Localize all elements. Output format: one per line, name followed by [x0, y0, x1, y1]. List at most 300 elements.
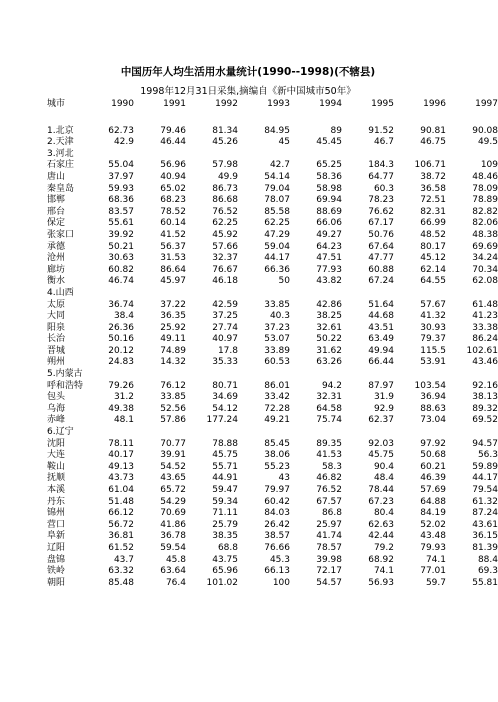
value-cell: 69.69 [472, 241, 498, 252]
value-cell: 20.12 [108, 345, 134, 356]
value-cell: 68.36 [108, 195, 134, 206]
value-cell: 53.07 [264, 334, 290, 345]
value-cell: 60.88 [368, 264, 394, 275]
value-cell: 70.69 [160, 508, 186, 519]
value-cell: 85.58 [264, 206, 290, 217]
value-cell: 84.03 [264, 508, 290, 519]
value-cell: 59.34 [212, 496, 238, 507]
value-cell: 73.04 [420, 415, 446, 426]
value-cell: 78.23 [368, 195, 394, 206]
value-cell: 78.89 [472, 195, 498, 206]
value-cell: 58.36 [316, 171, 342, 182]
value-cell: 37.23 [264, 322, 290, 333]
value-cell: 109 [480, 160, 498, 171]
value-cell: 46.18 [212, 276, 238, 287]
value-cell: 92.9 [373, 403, 394, 414]
value-cell: 74.1 [425, 554, 446, 565]
section-title: 3.河北 [47, 148, 74, 159]
city-name-cell: 承德 [47, 241, 66, 252]
column-header-year: 1991 [163, 99, 186, 109]
value-cell: 79.2 [373, 542, 394, 553]
value-cell: 27.74 [212, 322, 238, 333]
value-cell: 54.57 [316, 577, 342, 588]
value-cell: 36.81 [108, 531, 134, 542]
value-cell: 45.75 [368, 450, 394, 461]
value-cell: 33.89 [264, 345, 290, 356]
city-name-cell: 长治 [47, 334, 66, 345]
value-cell: 44.17 [472, 473, 498, 484]
value-cell: 69.52 [472, 415, 498, 426]
value-cell: 63.32 [108, 566, 134, 577]
value-cell: 79.04 [264, 183, 290, 194]
city-name-cell: 盘锦 [47, 554, 66, 565]
value-cell: 63.26 [316, 357, 342, 368]
value-cell: 41.52 [160, 229, 186, 240]
value-cell: 39.91 [160, 450, 186, 461]
value-cell: 42.9 [113, 137, 134, 148]
value-cell: 38.06 [264, 450, 290, 461]
value-cell: 115.5 [420, 345, 446, 356]
city-name-cell: 鞍山 [47, 461, 66, 472]
value-cell: 43.46 [472, 357, 498, 368]
value-cell: 59.89 [472, 461, 498, 472]
value-cell: 67.64 [368, 241, 394, 252]
city-name-cell: 廊坊 [47, 264, 66, 275]
value-cell: 33.85 [264, 299, 290, 310]
value-cell: 97.92 [420, 438, 446, 449]
value-cell: 36.74 [108, 299, 134, 310]
value-cell: 56.72 [108, 519, 134, 530]
value-cell: 65.72 [160, 485, 186, 495]
value-cell: 61.04 [108, 485, 134, 495]
value-cell: 69.3 [477, 566, 498, 577]
city-name-cell: 赤峰 [47, 415, 66, 426]
value-cell: 36.58 [420, 183, 446, 194]
value-cell: 74.89 [160, 345, 186, 356]
city-name-cell: 朔州 [47, 357, 66, 368]
value-cell: 25.92 [160, 322, 186, 333]
value-cell: 33.42 [264, 392, 290, 403]
value-cell: 71.11 [212, 508, 238, 519]
value-cell: 76.4 [165, 577, 186, 588]
value-cell: 30.93 [420, 322, 446, 333]
value-cell: 40.97 [212, 334, 238, 345]
value-cell: 66.44 [368, 357, 394, 368]
value-cell: 46.44 [160, 137, 186, 148]
value-cell: 58.98 [316, 183, 342, 194]
value-cell: 36.94 [420, 392, 446, 403]
value-cell: 25.79 [212, 519, 238, 530]
value-cell: 86.73 [212, 183, 238, 194]
city-name-cell: 衡水 [47, 276, 66, 287]
value-cell: 39.98 [316, 554, 342, 565]
value-cell: 42.86 [316, 299, 342, 310]
value-cell: 43.75 [212, 554, 238, 565]
city-name-cell: 太原 [47, 299, 66, 310]
city-name-cell: 阜新 [47, 531, 66, 542]
value-cell: 59.47 [212, 485, 238, 495]
city-name-cell: 沈阳 [47, 438, 66, 449]
value-cell: 65.96 [212, 566, 238, 577]
value-cell: 43.7 [113, 554, 134, 565]
value-cell: 79.26 [108, 380, 134, 391]
value-cell: 49.11 [160, 334, 186, 345]
value-cell: 46.74 [108, 276, 134, 287]
value-cell: 76.67 [212, 264, 238, 275]
value-cell: 89.32 [472, 403, 498, 414]
value-cell: 31.9 [373, 392, 394, 403]
value-cell: 60.21 [420, 461, 446, 472]
value-cell: 68.23 [160, 195, 186, 206]
value-cell: 33.38 [472, 322, 498, 333]
value-cell: 48.38 [472, 229, 498, 240]
value-cell: 61.52 [108, 542, 134, 553]
value-cell: 17.8 [217, 345, 238, 356]
value-cell: 84.19 [420, 508, 446, 519]
value-cell: 82.06 [472, 218, 498, 229]
value-cell: 54.52 [160, 461, 186, 472]
value-cell: 77.93 [316, 264, 342, 275]
value-cell: 57.69 [420, 485, 446, 495]
value-cell: 42.59 [212, 299, 238, 310]
value-cell: 66.99 [420, 218, 446, 229]
value-cell: 48.46 [472, 171, 498, 182]
value-cell: 79.93 [420, 542, 446, 553]
value-cell: 79.97 [264, 485, 290, 495]
column-header-year: 1994 [319, 99, 342, 109]
value-cell: 38.13 [472, 392, 498, 403]
value-cell: 45.12 [420, 253, 446, 264]
value-cell: 89.35 [316, 438, 342, 449]
column-header-year: 1993 [267, 99, 290, 109]
value-cell: 60.42 [264, 496, 290, 507]
value-cell: 51.64 [368, 299, 394, 310]
value-cell: 47.51 [316, 253, 342, 264]
value-cell: 50.21 [108, 241, 134, 252]
value-cell: 87.24 [472, 508, 498, 519]
value-cell: 86.8 [321, 508, 342, 519]
city-name-cell: 秦皇岛 [47, 183, 75, 194]
value-cell: 45.26 [212, 137, 238, 148]
value-cell: 78.07 [264, 195, 290, 206]
value-cell: 66.36 [264, 264, 290, 275]
value-cell: 44.91 [212, 473, 238, 484]
value-cell: 40.3 [269, 311, 290, 322]
value-cell: 47.77 [368, 253, 394, 264]
value-cell: 48.52 [420, 229, 446, 240]
value-cell: 57.66 [212, 241, 238, 252]
value-cell: 49.38 [108, 403, 134, 414]
value-cell: 70.34 [472, 264, 498, 275]
value-cell: 86.24 [472, 334, 498, 345]
value-cell: 64.23 [316, 241, 342, 252]
section-title: 6.辽宁 [47, 427, 74, 438]
value-cell: 41.86 [160, 519, 186, 530]
value-cell: 25.97 [316, 519, 342, 530]
value-cell: 26.42 [264, 519, 290, 530]
city-name-cell: 大同 [47, 311, 66, 322]
value-cell: 87.97 [368, 380, 394, 391]
value-cell: 79.46 [160, 125, 186, 136]
city-name-cell: 张家口 [47, 229, 75, 240]
value-cell: 72.28 [264, 403, 290, 414]
column-header-year: 1995 [371, 99, 394, 109]
column-header-year: 1996 [423, 99, 446, 109]
value-cell: 45.75 [212, 450, 238, 461]
value-cell: 80.71 [212, 380, 238, 391]
document-title: 中国历年人均生活用水量统计(1990--1998)(不辖县) [120, 66, 376, 78]
value-cell: 58.3 [321, 461, 342, 472]
value-cell: 52.02 [420, 519, 446, 530]
value-cell: 62.08 [472, 276, 498, 287]
value-cell: 67.24 [368, 276, 394, 287]
value-cell: 66.12 [108, 508, 134, 519]
value-cell: 78.52 [160, 206, 186, 217]
value-cell: 66.06 [316, 218, 342, 229]
value-cell: 85.45 [264, 438, 290, 449]
value-cell: 72.51 [420, 195, 446, 206]
value-cell: 38.35 [212, 531, 238, 542]
value-cell: 45.97 [160, 276, 186, 287]
city-name-cell: 本溪 [47, 485, 66, 495]
value-cell: 72.17 [316, 566, 342, 577]
column-header-year: 1990 [111, 99, 134, 109]
value-cell: 75.74 [316, 415, 342, 426]
value-cell: 44.17 [264, 253, 290, 264]
value-cell: 45.8 [165, 554, 186, 565]
value-cell: 76.52 [212, 206, 238, 217]
city-name-cell: 辽阳 [47, 542, 66, 553]
value-cell: 76.12 [160, 380, 186, 391]
value-cell: 48.1 [113, 415, 134, 426]
city-name-cell: 唐山 [47, 171, 66, 182]
value-cell: 69.94 [316, 195, 342, 206]
value-cell: 41.32 [420, 311, 446, 322]
value-cell: 46.82 [316, 473, 342, 484]
value-cell: 177.24 [206, 415, 238, 426]
value-cell: 56.3 [477, 450, 498, 461]
value-cell: 52.56 [160, 403, 186, 414]
value-cell: 56.96 [160, 160, 186, 171]
value-cell: 78.57 [316, 542, 342, 553]
value-cell: 92.16 [472, 380, 498, 391]
value-cell: 63.49 [368, 334, 394, 345]
value-cell: 65.25 [316, 160, 342, 171]
value-cell: 45.3 [269, 554, 290, 565]
value-cell: 49.5 [477, 137, 498, 148]
value-cell: 45.45 [316, 137, 342, 148]
city-name-cell: 晋城 [47, 345, 66, 356]
value-cell: 65.02 [160, 183, 186, 194]
value-cell: 36.15 [472, 531, 498, 542]
value-cell: 49.9 [217, 171, 238, 182]
city-name-cell: 丹东 [47, 496, 66, 507]
value-cell: 46.75 [420, 137, 446, 148]
value-cell: 77.01 [420, 566, 446, 577]
value-cell: 44.68 [368, 311, 394, 322]
city-name-cell: 朝阳 [47, 577, 66, 588]
value-cell: 31.53 [160, 253, 186, 264]
value-cell: 43 [278, 473, 290, 484]
city-name-cell: 沧州 [47, 253, 66, 264]
value-cell: 64.88 [420, 496, 446, 507]
value-cell: 103.54 [414, 380, 446, 391]
value-cell: 94.2 [321, 380, 342, 391]
value-cell: 86.01 [264, 380, 290, 391]
value-cell: 62.63 [368, 519, 394, 530]
value-cell: 38.72 [420, 171, 446, 182]
value-cell: 35.33 [212, 357, 238, 368]
value-cell: 55.23 [264, 461, 290, 472]
value-cell: 78.88 [212, 438, 238, 449]
value-cell: 79.54 [472, 485, 498, 495]
value-cell: 88.63 [420, 403, 446, 414]
value-cell: 32.31 [316, 392, 342, 403]
city-name-cell: 阳泉 [47, 322, 66, 333]
city-name-cell: 邢台 [47, 206, 66, 217]
value-cell: 89 [330, 125, 342, 136]
value-cell: 55.71 [212, 461, 238, 472]
value-cell: 50 [278, 276, 290, 287]
value-cell: 74.1 [373, 566, 394, 577]
city-name-cell: 大连 [47, 450, 66, 461]
value-cell: 88.4 [477, 554, 498, 565]
value-cell: 88.69 [316, 206, 342, 217]
value-cell: 68.92 [368, 554, 394, 565]
value-cell: 40.94 [160, 171, 186, 182]
value-cell: 81.34 [212, 125, 238, 136]
value-cell: 76.66 [264, 542, 290, 553]
section-title: 5.内蒙古 [47, 369, 83, 380]
value-cell: 62.25 [212, 218, 238, 229]
value-cell: 57.86 [160, 415, 186, 426]
value-cell: 37.22 [160, 299, 186, 310]
value-cell: 26.36 [108, 322, 134, 333]
value-cell: 48.4 [373, 473, 394, 484]
value-cell: 31.62 [316, 345, 342, 356]
city-name-cell: 保定 [47, 218, 66, 229]
value-cell: 67.17 [368, 218, 394, 229]
value-cell: 60.82 [108, 264, 134, 275]
section-title: 4.山西 [47, 287, 74, 298]
city-name-cell: 乌海 [47, 403, 66, 414]
value-cell: 45 [278, 137, 290, 148]
value-cell: 64.77 [368, 171, 394, 182]
value-cell: 100 [272, 577, 290, 588]
value-cell: 49.21 [264, 415, 290, 426]
value-cell: 78.44 [368, 485, 394, 495]
value-cell: 55.04 [108, 160, 134, 171]
value-cell: 101.02 [206, 577, 238, 588]
value-cell: 92.03 [368, 438, 394, 449]
value-cell: 50.76 [368, 229, 394, 240]
value-cell: 36.35 [160, 311, 186, 322]
value-cell: 90.81 [420, 125, 446, 136]
value-cell: 40.17 [108, 450, 134, 461]
value-cell: 54.29 [160, 496, 186, 507]
value-cell: 33.85 [160, 392, 186, 403]
city-name-cell: 石家庄 [47, 160, 75, 171]
value-cell: 31.2 [113, 392, 134, 403]
value-cell: 46.39 [420, 473, 446, 484]
value-cell: 82.31 [420, 206, 446, 217]
value-cell: 76.62 [368, 206, 394, 217]
value-cell: 43.73 [108, 473, 134, 484]
value-cell: 38.25 [316, 311, 342, 322]
value-cell: 41.23 [472, 311, 498, 322]
value-cell: 46.7 [373, 137, 394, 148]
value-cell: 86.64 [160, 264, 186, 275]
value-cell: 62.14 [420, 264, 446, 275]
value-cell: 82.82 [472, 206, 498, 217]
value-cell: 76.52 [316, 485, 342, 495]
city-name-cell: 2.天津 [47, 137, 74, 148]
value-cell: 56.93 [368, 577, 394, 588]
value-cell: 49.13 [108, 461, 134, 472]
value-cell: 55.61 [108, 218, 134, 229]
value-cell: 81.39 [472, 542, 498, 553]
value-cell: 50.16 [108, 334, 134, 345]
value-cell: 53.91 [420, 357, 446, 368]
value-cell: 50.22 [316, 334, 342, 345]
value-cell: 102.61 [466, 345, 498, 356]
value-cell: 43.82 [316, 276, 342, 287]
value-cell: 57.67 [420, 299, 446, 310]
value-cell: 43.51 [368, 322, 394, 333]
value-cell: 184.3 [368, 160, 394, 171]
document-subtitle: 1998年12月31日采集,摘编自《新中国城市50年》 [140, 86, 356, 97]
value-cell: 38.57 [264, 531, 290, 542]
value-cell: 61.48 [472, 299, 498, 310]
value-cell: 42.44 [368, 531, 394, 542]
city-name-cell: 铁岭 [47, 566, 66, 577]
value-cell: 62.73 [108, 125, 134, 136]
value-cell: 66.13 [264, 566, 290, 577]
value-cell: 84.95 [264, 125, 290, 136]
value-cell: 60.3 [373, 183, 394, 194]
value-cell: 38.4 [113, 311, 134, 322]
value-cell: 64.55 [420, 276, 446, 287]
value-cell: 54.14 [264, 171, 290, 182]
value-cell: 79.37 [420, 334, 446, 345]
column-header-city: 城市 [47, 99, 66, 109]
value-cell: 43.61 [472, 519, 498, 530]
value-cell: 78.11 [108, 438, 134, 449]
value-cell: 80.17 [420, 241, 446, 252]
value-cell: 60.53 [264, 357, 290, 368]
value-cell: 51.48 [108, 496, 134, 507]
value-cell: 90.4 [373, 461, 394, 472]
value-cell: 49.94 [368, 345, 394, 356]
value-cell: 62.37 [368, 415, 394, 426]
value-cell: 41.74 [316, 531, 342, 542]
value-cell: 64.58 [316, 403, 342, 414]
value-cell: 106.71 [414, 160, 446, 171]
value-cell: 39.92 [108, 229, 134, 240]
value-cell: 36.78 [160, 531, 186, 542]
value-cell: 86.68 [212, 195, 238, 206]
city-name-cell: 邯郸 [47, 195, 66, 206]
value-cell: 37.25 [212, 311, 238, 322]
value-cell: 32.61 [316, 322, 342, 333]
value-cell: 67.23 [368, 496, 394, 507]
value-cell: 80.4 [373, 508, 394, 519]
value-cell: 42.7 [269, 160, 290, 171]
value-cell: 34.69 [212, 392, 238, 403]
value-cell: 78.09 [472, 183, 498, 194]
value-cell: 68.8 [217, 542, 238, 553]
value-cell: 62.25 [264, 218, 290, 229]
